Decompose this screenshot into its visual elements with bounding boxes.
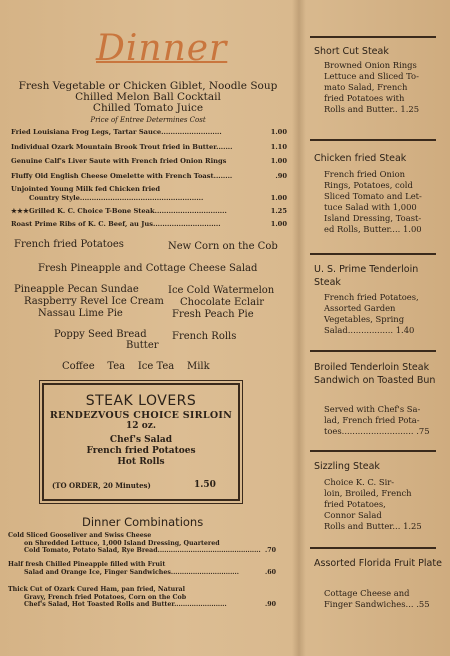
desc-line: Lettuce and Sliced To- [324,71,419,81]
combo-item [8,561,276,576]
dessert-item: Nassau Lime Pie [38,308,123,319]
entree-item [11,143,287,152]
desc-line: ed Rolls, Butter.... [324,224,401,234]
drinks-line: Coffee Tea Ice Tea Milk [62,361,210,372]
entree-price: 1.00 [270,194,287,202]
special-desc [324,404,446,437]
combo-line: Half fresh Chilled Pineapple filled with Fruit [8,561,166,568]
divider [310,36,436,38]
special-title: Short Cut Steak [314,46,389,57]
box-subtitle: RENDEZVOUS CHOICE SIRLOIN [49,410,233,421]
desc-line: fried Potatoes, [324,499,386,509]
entree-name: Fluffy Old English Cheese Omelette with French Toast........ [11,172,233,180]
desc-line: Salad................. [324,325,394,335]
combo-price: .70 [265,547,276,555]
entree-price: .90 [275,172,287,180]
combo-item [8,532,276,555]
desc-line: lad, French fried Pota- [324,415,420,425]
entree-name: Unjointed Young Milk fed Chicken fried [11,185,161,193]
desc-line: toes........................... [324,426,414,436]
combo-item [8,586,276,609]
desc-line: French fried Potatoes, [324,292,419,302]
desc-line: Sliced Tomato and Let- [324,191,422,201]
combo-price: .90 [265,601,276,609]
dessert-item: Pineapple Pecan Sundae [14,284,139,295]
starter-line: Fresh Vegetable or Chicken Giblet, Noodle Soup [18,80,278,92]
entree-item [11,128,287,137]
bread-item: French Rolls [172,331,237,342]
desc-line: fried Potatoes with [324,93,405,103]
desc-line: tuce Salad with 1,000 [324,202,417,212]
entree-price: 1.00 [270,220,287,228]
right-column [306,0,450,656]
desc-line: Cottage Cheese and [324,588,410,598]
special-desc [324,292,446,336]
special-price: 1.00 [402,224,422,234]
combo-line: Cold Tomato, Potato Salad, Rye Bread............................................... [24,547,261,555]
special-desc [324,169,446,235]
special-price: 1.25 [403,521,422,531]
combo-line: on Shredded Lettuce, 1,000 Island Dressing, Quartered [24,539,220,547]
box-item: Chef's Salad [109,435,173,445]
desc-line: Browned Onion Rings [324,60,417,70]
box-price: 1.50 [194,480,216,490]
special-price: 1.40 [395,325,415,335]
entree-item [11,220,287,229]
special-title: Assorted Florida Fruit Plate [314,558,442,569]
combo-line: Thick Cut of Ozark Cured Ham, pan fried, Natural [8,586,186,593]
bread-item: Butter [126,340,159,351]
special-desc [324,477,446,532]
entree-price: 1.10 [270,143,287,151]
desc-line: Rings, Potatoes, cold [324,180,413,190]
desc-line: mato Salad, French [324,82,408,92]
desc-line: Served with Chef's Sa- [324,404,421,414]
combo-line: Gravy, French fried Potatoes, Corn on the Cob [24,593,187,601]
entree-price: 1.25 [270,207,287,215]
dessert-item: Chocolate Eclair [180,297,265,308]
combo-line: Chef's Salad, Hot Toasted Rolls and Butter........................ [24,601,227,609]
divider [310,253,436,255]
steak-lovers-box [42,383,240,501]
box-weight: 12 oz. [126,421,156,431]
entree-item [11,185,287,203]
dessert-item: Fresh Peach Pie [172,309,254,320]
combo-price: .60 [265,568,276,576]
divider [310,450,436,452]
entree-name: ★★★Grilled K. C. Choice T-Bone Steak............................... [11,207,227,215]
bread-item: Poppy Seed Bread [54,329,147,340]
desc-line: Island Dressing, Toast- [324,213,422,223]
entree-name: Individual Ozark Mountain Brook Trout fried in Butter....... [11,143,233,151]
special-desc [324,60,446,115]
desc-line: Connor Salad [324,510,382,520]
special-title: Broiled Tenderloin Steak Sandwich on Toasted Bun [314,362,436,386]
entree-note: Price of Entree Determines Cost [90,116,206,124]
entree-item [11,172,287,181]
special-desc [324,588,446,610]
dessert-item: Ice Cold Watermelon [168,285,275,296]
side-item: French fried Potatoes [14,239,124,250]
box-item: French fried Potatoes [86,446,196,456]
entree-price: 1.00 [270,157,287,165]
divider [310,139,436,141]
dessert-item: Raspberry Revel Ice Cream [24,296,164,307]
box-order-note: (TO ORDER, 20 Minutes) [52,481,151,490]
entree-name-cont: Country Style..................................................... [29,194,204,202]
side-item: New Corn on the Cob [168,241,278,252]
desc-line: loin, Broiled, French [324,488,412,498]
desc-line: Rolls and Butter... [324,521,401,531]
special-price: .75 [416,426,430,436]
entree-name: Genuine Calf's Liver Saute with French fried Onion Rings [11,157,227,165]
combo-line: Salad and Orange Ice, Finger Sandwiches............................... [24,568,239,576]
combinations-title: Dinner Combinations [82,515,204,529]
box-item: Hot Rolls [117,457,165,467]
entree-name: Roast Prime Ribs of K. C. Beef, au Jus............................. [11,220,221,228]
divider [310,350,436,352]
box-title: STEAK LOVERS [85,393,197,409]
desc-line: Finger Sandwiches... [324,599,414,609]
entree-price: 1.00 [270,128,287,136]
page-title: Dinner [96,28,228,69]
desc-line: French fried Onion [324,169,406,179]
desc-line: Rolls and Butter.. [324,104,398,114]
special-title: Chicken fried Steak [314,153,407,164]
desc-line: Choice K. C. Sir- [324,477,395,487]
special-price: .55 [416,599,430,609]
side-item: Fresh Pineapple and Cottage Cheese Salad [38,263,258,274]
special-title: Sizzling Steak [314,461,380,472]
entree-name: Fried Louisiana Frog Legs, Tartar Sauce.......................... [11,128,222,136]
desc-line: Vegetables, Spring [324,314,405,324]
divider [310,547,436,549]
entree-item [11,207,287,216]
combo-line: Cold Sliced Gooseliver and Swiss Cheese [8,532,152,539]
starter-line: Chilled Tomato Juice [92,102,204,114]
starter-line: Chilled Melon Ball Cocktail [75,91,221,103]
desc-line: Assorted Garden [324,303,396,313]
special-title: U. S. Prime Tenderloin Steak [314,264,419,288]
special-price: 1.25 [400,104,420,114]
entree-item [11,157,287,166]
